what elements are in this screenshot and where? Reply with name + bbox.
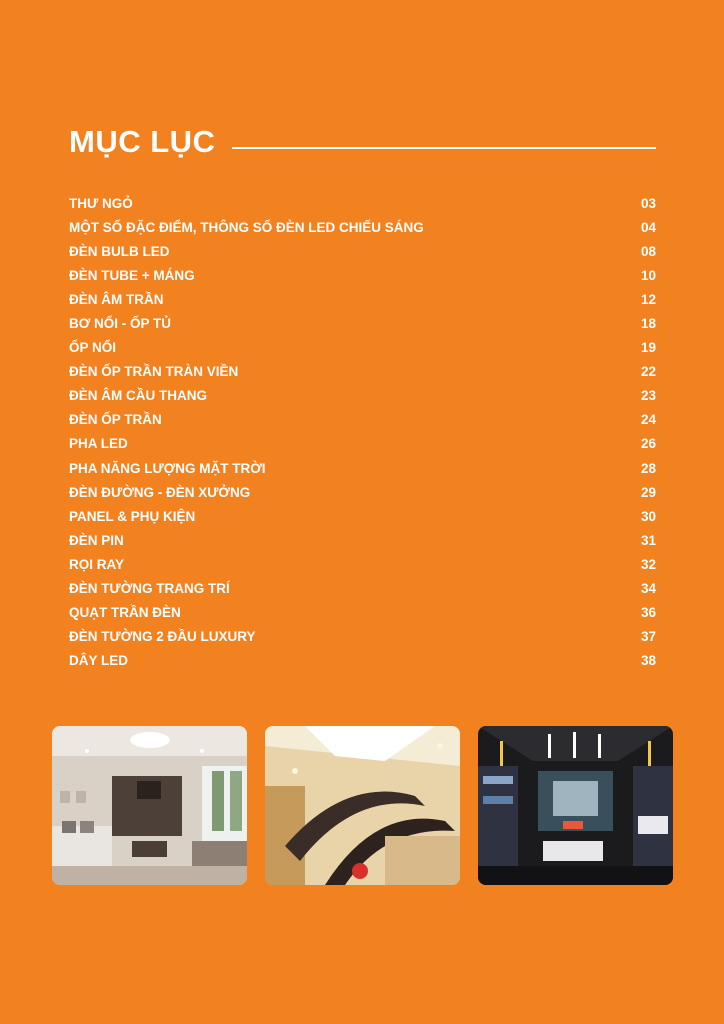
toc-entry-page: 18 [640, 316, 656, 332]
toc-entry-page: 28 [640, 460, 656, 476]
page-title: MỤC LỤC [69, 124, 216, 159]
toc-entry-page: 29 [640, 484, 656, 500]
toc-entry-label: DÂY LED [69, 653, 129, 669]
toc-entry[interactable] [69, 311, 656, 335]
toc-entry-label: ĐÈN ĐƯỜNG - ĐÈN XƯỞNG [69, 484, 251, 500]
toc-entry-label: ĐÈN BULB LED [69, 243, 170, 259]
toc-entry-page: 12 [640, 291, 656, 307]
shop-photo [478, 726, 673, 885]
toc-entry-page: 08 [640, 243, 656, 259]
toc-entry-page: 38 [640, 653, 656, 669]
toc-entry-page: 19 [640, 340, 656, 356]
toc-entry-label: PHA NĂNG LƯỢNG MẶT TRỜI [69, 460, 266, 476]
toc-entry-page: 26 [640, 436, 656, 452]
table-of-contents [69, 191, 656, 673]
toc-entry[interactable] [69, 456, 656, 480]
toc-entry[interactable] [69, 649, 656, 673]
toc-entry-label: ĐÈN ỐP TRẦN [69, 412, 162, 428]
toc-entry[interactable] [69, 239, 656, 263]
toc-entry[interactable] [69, 263, 656, 287]
toc-entry-label: ĐÈN ỐP TRẦN TRÀN VIỀN [69, 364, 239, 380]
toc-entry[interactable] [69, 287, 656, 311]
toc-entry[interactable] [69, 408, 656, 432]
toc-entry-page: 22 [640, 364, 656, 380]
toc-entry-page: 34 [640, 581, 656, 597]
toc-entry[interactable] [69, 480, 656, 504]
toc-entry-label: PHA LED [69, 436, 128, 452]
toc-entry[interactable] [69, 552, 656, 576]
title-divider [232, 147, 656, 149]
toc-entry-page: 37 [640, 629, 656, 645]
toc-entry-label: PANEL & PHỤ KIỆN [69, 508, 196, 524]
toc-entry[interactable] [69, 191, 656, 215]
toc-entry[interactable] [69, 336, 656, 360]
toc-entry[interactable] [69, 215, 656, 239]
toc-entry-label: ĐÈN TƯỜNG TRANG TRÍ [69, 581, 230, 597]
toc-entry-label: ĐÈN TUBE + MÁNG [69, 267, 195, 283]
toc-entry-page: 04 [640, 219, 656, 235]
toc-entry[interactable] [69, 360, 656, 384]
photo-strip [52, 726, 673, 885]
toc-entry-label: ĐÈN TƯỜNG 2 ĐẦU LUXURY [69, 629, 256, 645]
toc-entry[interactable] [69, 601, 656, 625]
toc-entry-page: 32 [640, 556, 656, 572]
toc-entry[interactable] [69, 504, 656, 528]
toc-entry-label: ĐÈN PIN [69, 532, 124, 548]
toc-entry[interactable] [69, 577, 656, 601]
toc-entry-page: 10 [640, 267, 656, 283]
toc-entry-page: 24 [640, 412, 656, 428]
toc-entry-label: BƠ NỔI - ỐP TỦ [69, 316, 172, 332]
toc-entry-label: ĐÈN ÂM CẦU THANG [69, 388, 207, 404]
toc-entry[interactable] [69, 625, 656, 649]
toc-entry[interactable] [69, 432, 656, 456]
toc-entry-page: 36 [640, 605, 656, 621]
toc-entry-label: MỘT SỐ ĐẶC ĐIỂM, THÔNG SỐ ĐÈN LED CHIẾU SÁNG [69, 219, 424, 235]
toc-entry-label: ỐP NỔI [69, 340, 117, 356]
toc-entry[interactable] [69, 528, 656, 552]
toc-entry-page: 31 [640, 532, 656, 548]
toc-entry-label: QUẠT TRẦN ĐÈN [69, 605, 181, 621]
toc-entry-page: 30 [640, 508, 656, 524]
living-room-photo [52, 726, 247, 885]
toc-entry-label: THƯ NGỎ [69, 195, 133, 211]
toc-entry-label: RỌI RAY [69, 556, 125, 572]
toc-entry-page: 03 [640, 195, 656, 211]
escalator-photo [265, 726, 460, 885]
toc-entry-page: 23 [640, 388, 656, 404]
toc-entry-label: ĐÈN ÂM TRẦN [69, 291, 164, 307]
toc-entry[interactable] [69, 384, 656, 408]
